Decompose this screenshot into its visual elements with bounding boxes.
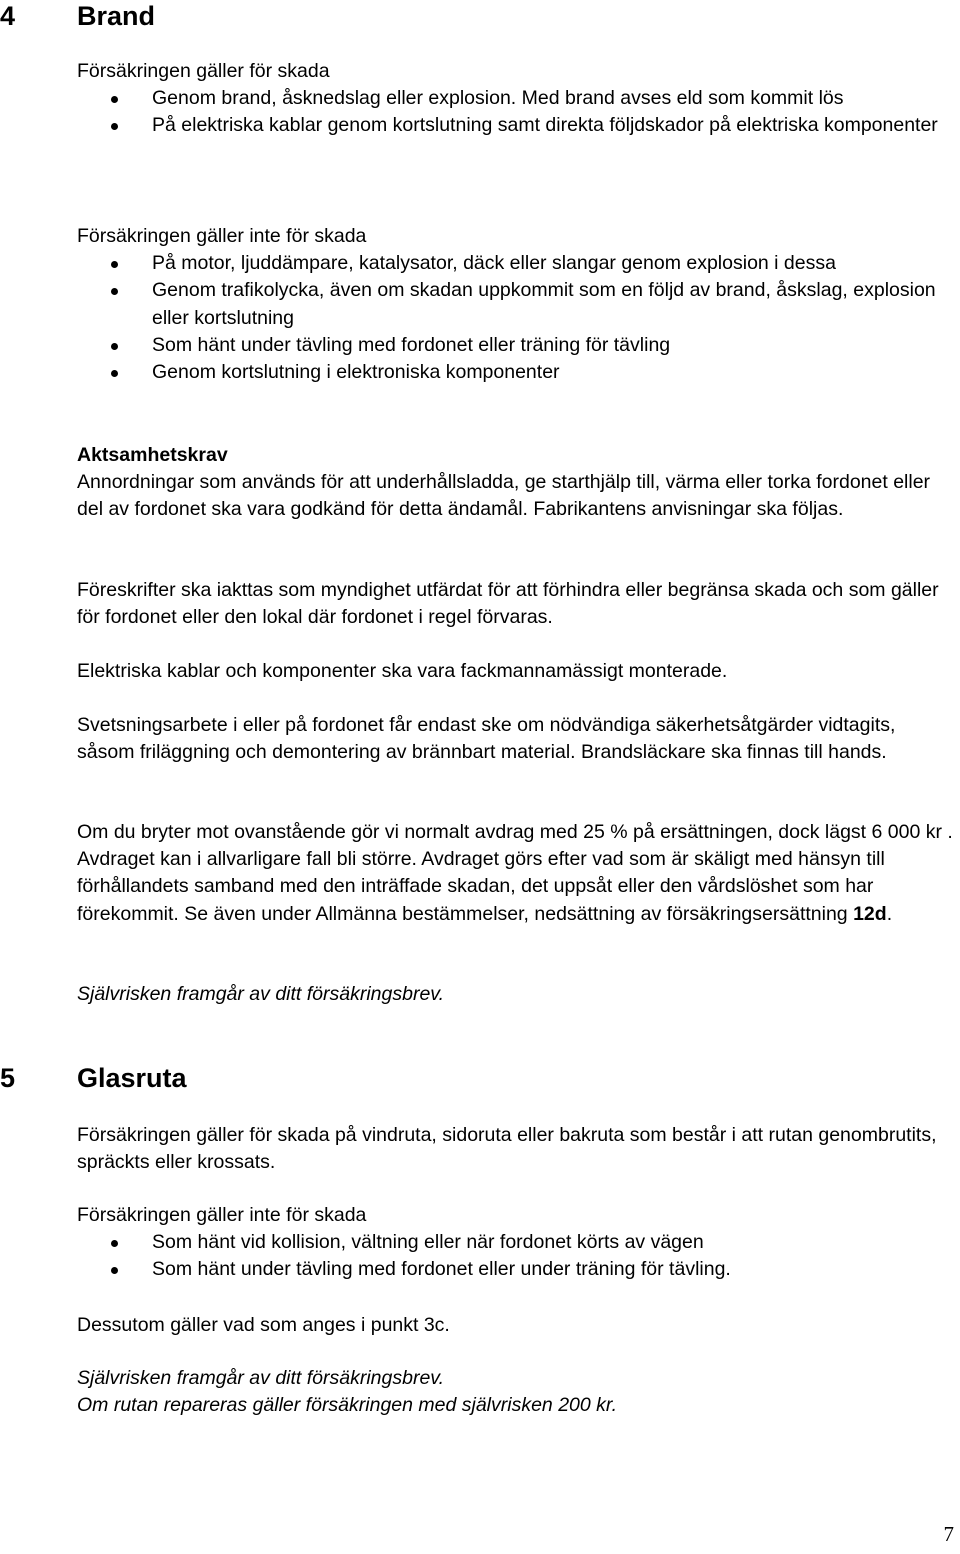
- bullet-icon: [111, 261, 118, 268]
- deductible-note: Självrisken framgår av ditt försäkringsbrev.: [77, 1367, 445, 1389]
- brand-excluded-block: [77, 223, 957, 386]
- requirements-block: [77, 442, 957, 524]
- welding-paragraph: Svetsningsarbete i eller på fordonet får endast ske om nödvändiga säkerhetsåtgärder vidtagits, såsom friläggning och demontering av brännbart material. Brandsläckare ska finnas till hands.: [77, 714, 896, 764]
- deductible-note: Självrisken framgår av ditt försäkringsbrev.: [77, 983, 445, 1005]
- repair-note: Om rutan repareras gäller försäkringen med självrisken 200 kr.: [77, 1394, 618, 1417]
- bullet-icon: [111, 1267, 118, 1274]
- list-item: Som hänt under tävling med fordonet eller träning för tävling: [77, 332, 957, 359]
- section-heading-brand: [0, 0, 155, 32]
- excluded-label: Försäkringen gäller inte för skada: [77, 1204, 367, 1226]
- list-item: Genom brand, åsknedslag eller explosion. Med brand avses eld som kommit lös: [77, 85, 957, 112]
- section-heading-glasruta: [0, 1062, 187, 1094]
- list-item: På motor, ljuddämpare, katalysator, däck eller slangar genom explosion i dessa: [77, 250, 957, 277]
- requirements-paragraph: Annordningar som används för att underhållsladda, ge starthjälp till, värma eller torka fordonet eller del av fordonet ska vara godkänd för detta ändamål. Fabrikantens anvisningar ska följas.: [77, 471, 931, 521]
- bullet-icon: [111, 123, 118, 130]
- bullet-icon: [111, 1240, 118, 1247]
- regulations-paragraph: Föreskrifter ska iakttas som myndighet utfärdat för att förhindra eller begränsa skada och som gäller för fordonet eller den lokal där fordonet i regel förvaras.: [77, 579, 939, 629]
- section-number: 4: [0, 1, 16, 31]
- glass-deductible-block: [77, 1365, 957, 1419]
- glass-intro-paragraph: Försäkringen gäller för skada på vindruta, sidoruta eller bakruta som består i att rutan genombrutits, spräckts eller krossats.: [77, 1124, 937, 1174]
- bullet-icon: [111, 370, 118, 377]
- covered-label: Försäkringen gäller för skada: [77, 60, 330, 82]
- bullet-icon: [111, 96, 118, 103]
- excluded-label: Försäkringen gäller inte för skada: [77, 225, 367, 247]
- deduction-paragraph: Om du bryter mot ovanstående gör vi normalt avdrag med 25 % på ersättningen, dock lägst 6 000 kr . Avdraget kan i allvarligare fall bli större. Avdraget görs efter vad som är skäligt med hänsyn till förhållandets samband med den inträffade skadan, det uppsåt eller den vårdslöshet som har förekommit. Se även under Allmänna bestämmelser, nedsättning av försäkringsersättning 12d.: [77, 821, 953, 925]
- also-applies-paragraph: Dessutom gäller vad som anges i punkt 3c.: [77, 1314, 450, 1336]
- page-number: 7: [943, 1522, 954, 1546]
- excluded-list: [77, 1229, 957, 1283]
- list-item: Genom kortslutning i elektroniska komponenter: [77, 359, 957, 386]
- bullet-icon: [111, 288, 118, 295]
- glass-excluded-block: [77, 1202, 957, 1284]
- section-title: Brand: [77, 1, 156, 31]
- list-item: Som hänt vid kollision, vältning eller när fordonet körts av vägen: [77, 1229, 957, 1256]
- excluded-list: [77, 250, 957, 386]
- deduction-reference: 12d: [853, 902, 887, 925]
- section-number: 5: [0, 1063, 16, 1093]
- list-item: Genom trafikolycka, även om skadan uppkommit som en följd av brand, åskslag, explosion eller kortslutning: [77, 277, 957, 331]
- requirements-heading: Aktsamhetskrav: [77, 444, 228, 466]
- section-title: Glasruta: [77, 1063, 187, 1093]
- list-item: På elektriska kablar genom kortslutning samt direkta följdskador på elektriska komponenter: [77, 112, 957, 139]
- brand-covered-block: [77, 58, 957, 140]
- list-item: Som hänt under tävling med fordonet eller under träning för tävling.: [77, 1256, 957, 1283]
- cables-paragraph: Elektriska kablar och komponenter ska vara fackmannamässigt monterade.: [77, 660, 728, 682]
- covered-list: [77, 85, 957, 139]
- bullet-icon: [111, 343, 118, 350]
